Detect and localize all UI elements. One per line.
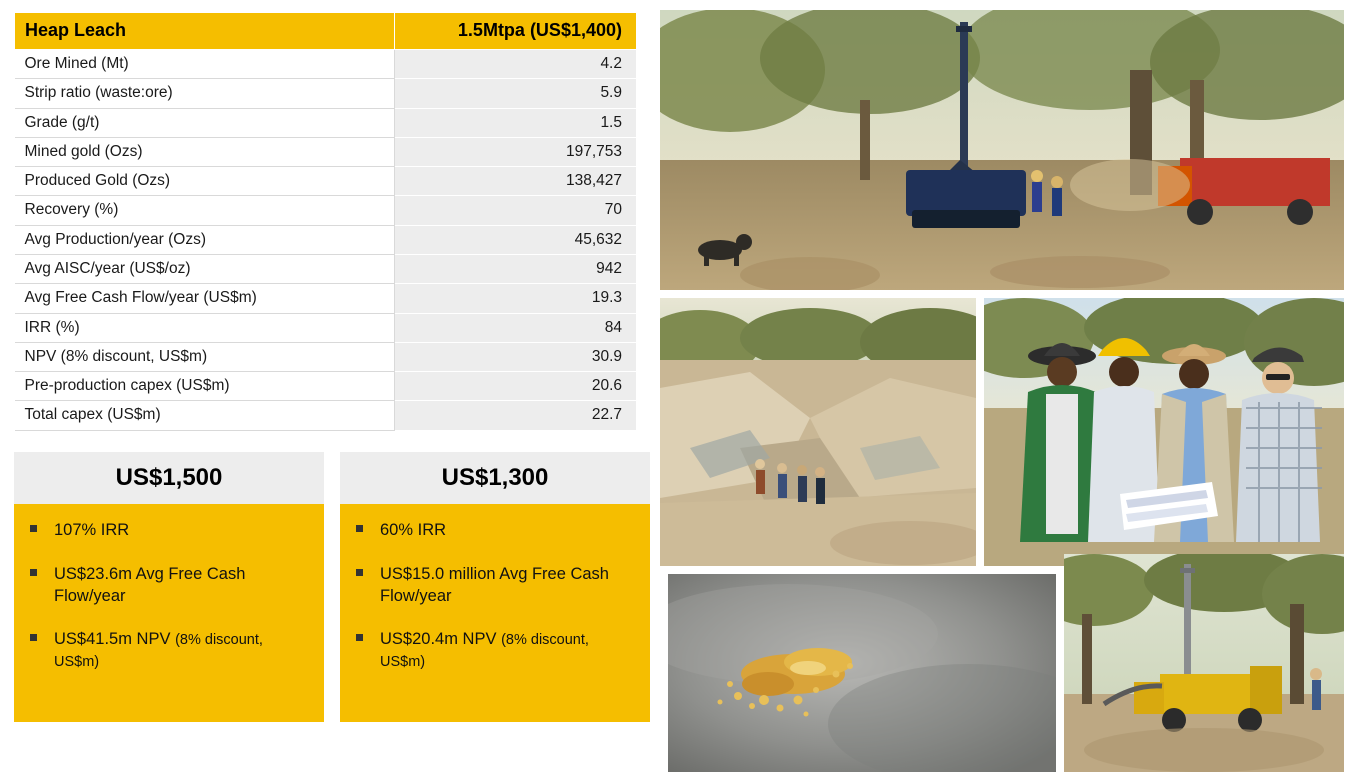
row-label: Recovery (%) [15,196,395,225]
scenario-body [14,504,324,722]
row-label: Avg Production/year (Ozs) [15,225,395,254]
square-bullet-icon [356,569,363,576]
scenario-title: US$1,300 [340,452,650,504]
table-row [15,342,637,371]
table-row [15,401,637,430]
list-item [28,564,310,608]
square-bullet-icon [356,634,363,641]
row-value: 19.3 [395,284,637,313]
metrics-table-container [14,12,636,431]
row-value: 70 [395,196,637,225]
drill-rig-in-bush-photo [660,10,1344,290]
table-row [15,225,637,254]
table-row [15,79,637,108]
row-value: 20.6 [395,372,637,401]
photo-collage [660,10,1344,762]
table-row [15,372,637,401]
table-row [15,196,637,225]
bullet-text: 107% IRR [54,521,130,539]
table-row [15,50,637,79]
table-row [15,137,637,166]
square-bullet-icon [356,525,363,532]
row-value: 30.9 [395,342,637,371]
row-label: Total capex (US$m) [15,401,395,430]
column-header-case: 1.5Mtpa (US$1,400) [395,13,637,50]
table-row [15,313,637,342]
bullet-text: 60% IRR [380,521,447,539]
row-value: 1.5 [395,108,637,137]
table-header-row [15,13,637,50]
list-item [354,629,636,673]
row-label: Produced Gold (Ozs) [15,167,395,196]
bullet-text: US$41.5m NPV [54,630,176,649]
list-item [354,520,636,542]
bullet-text: US$15.0 million Avg Free Cash Flow/year [380,564,609,605]
row-value: 197,753 [395,137,637,166]
row-label: Mined gold (Ozs) [15,137,395,166]
square-bullet-icon [30,634,37,641]
bullet-subtext: (8% discount, US$m) [54,632,263,671]
heap-leach-metrics-table [14,12,637,431]
scenario-body [340,504,650,722]
row-label: Ore Mined (Mt) [15,50,395,79]
bullet-subtext: (8% discount, US$m) [380,632,589,671]
row-label: Avg AISC/year (US$/oz) [15,254,395,283]
gold-grains-in-pan-photo [668,574,1056,772]
row-label: Pre-production capex (US$m) [15,372,395,401]
row-label: NPV (8% discount, US$m) [15,342,395,371]
row-label: Strip ratio (waste:ore) [15,79,395,108]
scenario-title: US$1,500 [14,452,324,504]
row-value: 45,632 [395,225,637,254]
row-value: 942 [395,254,637,283]
row-label: Grade (g/t) [15,108,395,137]
scenario-box-1500 [14,452,324,722]
square-bullet-icon [30,525,37,532]
table-row [15,284,637,313]
list-item [354,564,636,608]
scenario-boxes [14,452,650,722]
row-value: 22.7 [395,401,637,430]
row-value: 84 [395,313,637,342]
row-value: 4.2 [395,50,637,79]
row-value: 5.9 [395,79,637,108]
column-header-heap-leach: Heap Leach [15,13,395,50]
list-item [28,520,310,542]
bullet-text: US$23.6m Avg Free Cash Flow/year [54,564,246,605]
scenario-box-1300 [340,452,650,722]
artisanal-pit-with-people-photo [660,298,976,566]
drill-rig-truck-photo [1064,554,1344,772]
row-label: IRR (%) [15,313,395,342]
geologists-reviewing-documents-photo [984,298,1344,566]
table-row [15,167,637,196]
list-item [28,629,310,673]
bullet-text: US$20.4m NPV [380,630,502,649]
table-row [15,108,637,137]
square-bullet-icon [30,569,37,576]
row-value: 138,427 [395,167,637,196]
row-label: Avg Free Cash Flow/year (US$m) [15,284,395,313]
table-row [15,254,637,283]
